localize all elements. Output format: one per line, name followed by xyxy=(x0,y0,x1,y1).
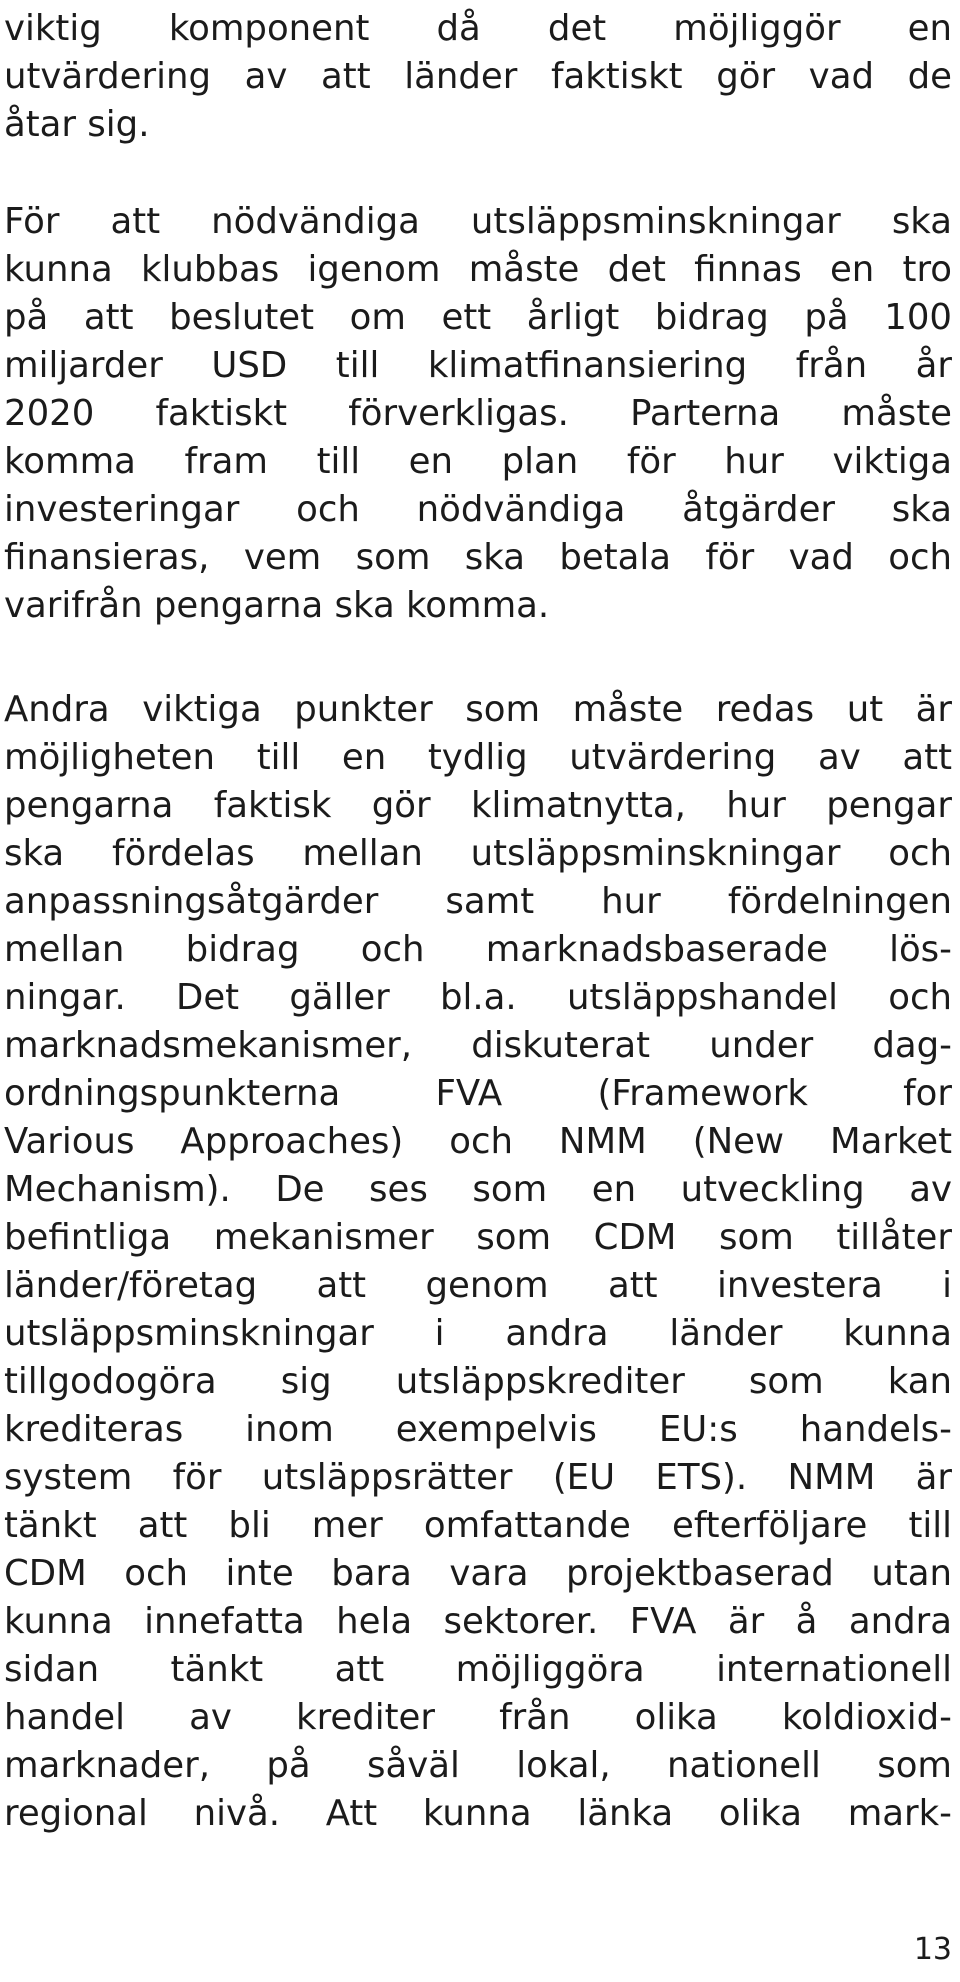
text-line: mellan bidrag och marknadsbaserade lös- xyxy=(4,929,952,970)
text-line: För att nödvändiga utsläppsminskningar ska xyxy=(4,201,952,242)
text-line: 2020 faktiskt förverkligas. Parterna måste xyxy=(4,393,952,434)
text-line: utsläppsminskningar i andra länder kunna xyxy=(4,1313,952,1354)
paragraph-2 xyxy=(4,198,952,630)
page-number: 13 xyxy=(913,1932,952,1967)
text-line: befintliga mekanismer som CDM som tillåter xyxy=(4,1217,952,1258)
text-line: tillgodogöra sig utsläppskrediter som kan xyxy=(4,1361,952,1402)
text-line: ska fördelas mellan utsläppsminskningar och xyxy=(4,833,952,874)
text-line: finansieras, vem som ska betala för vad och xyxy=(4,537,952,578)
text-line: marknader, på såväl lokal, nationell som xyxy=(4,1745,952,1786)
text-line: åtar sig. xyxy=(4,104,150,145)
text-line: ordningspunkterna FVA (Framework for xyxy=(4,1073,952,1114)
text-line: Various Approaches) och NMM (New Market xyxy=(4,1121,952,1162)
text-line: regional nivå. Att kunna länka olika mark- xyxy=(4,1793,952,1834)
text-line: utvärdering av att länder faktiskt gör vad de xyxy=(4,56,952,97)
text-line: kunna klubbas igenom måste det finnas en tro xyxy=(4,249,952,290)
text-line: handel av krediter från olika koldioxid- xyxy=(4,1697,952,1738)
text-line: på att beslutet om ett årligt bidrag på 100 xyxy=(4,297,952,338)
text-line: system för utsläppsrätter (EU ETS). NMM är xyxy=(4,1457,952,1498)
text-line: marknadsmekanismer, diskuterat under dag- xyxy=(4,1025,952,1066)
text-line: krediteras inom exempelvis EU:s handels- xyxy=(4,1409,952,1450)
text-line: komma fram till en plan för hur viktiga xyxy=(4,441,952,482)
text-line: CDM och inte bara vara projektbaserad utan xyxy=(4,1553,952,1594)
text-line: miljarder USD till klimatfinansiering från år xyxy=(4,345,952,386)
paragraph-1 xyxy=(4,5,952,149)
text-line: Andra viktiga punkter som måste redas ut är xyxy=(4,689,952,730)
text-line: sidan tänkt att möjliggöra internationell xyxy=(4,1649,952,1690)
text-line: varifrån pengarna ska komma. xyxy=(4,585,550,626)
text-line: tänkt att bli mer omfattande efterföljare till xyxy=(4,1505,952,1546)
paragraph-3 xyxy=(4,686,952,1838)
text-line: kunna innefatta hela sektorer. FVA är å andra xyxy=(4,1601,952,1642)
text-line: länder/företag att genom att investera i xyxy=(4,1265,952,1306)
text-line: anpassningsåtgärder samt hur fördelningen xyxy=(4,881,952,922)
text-line: ningar. Det gäller bl.a. utsläppshandel och xyxy=(4,977,952,1018)
text-line: viktig komponent då det möjliggör en xyxy=(4,8,952,49)
text-line: investeringar och nödvändiga åtgärder ska xyxy=(4,489,952,530)
text-line: pengarna faktisk gör klimatnytta, hur pengar xyxy=(4,785,952,826)
text-line: Mechanism). De ses som en utveckling av xyxy=(4,1169,952,1210)
text-line: möjligheten till en tydlig utvärdering av att xyxy=(4,737,952,778)
